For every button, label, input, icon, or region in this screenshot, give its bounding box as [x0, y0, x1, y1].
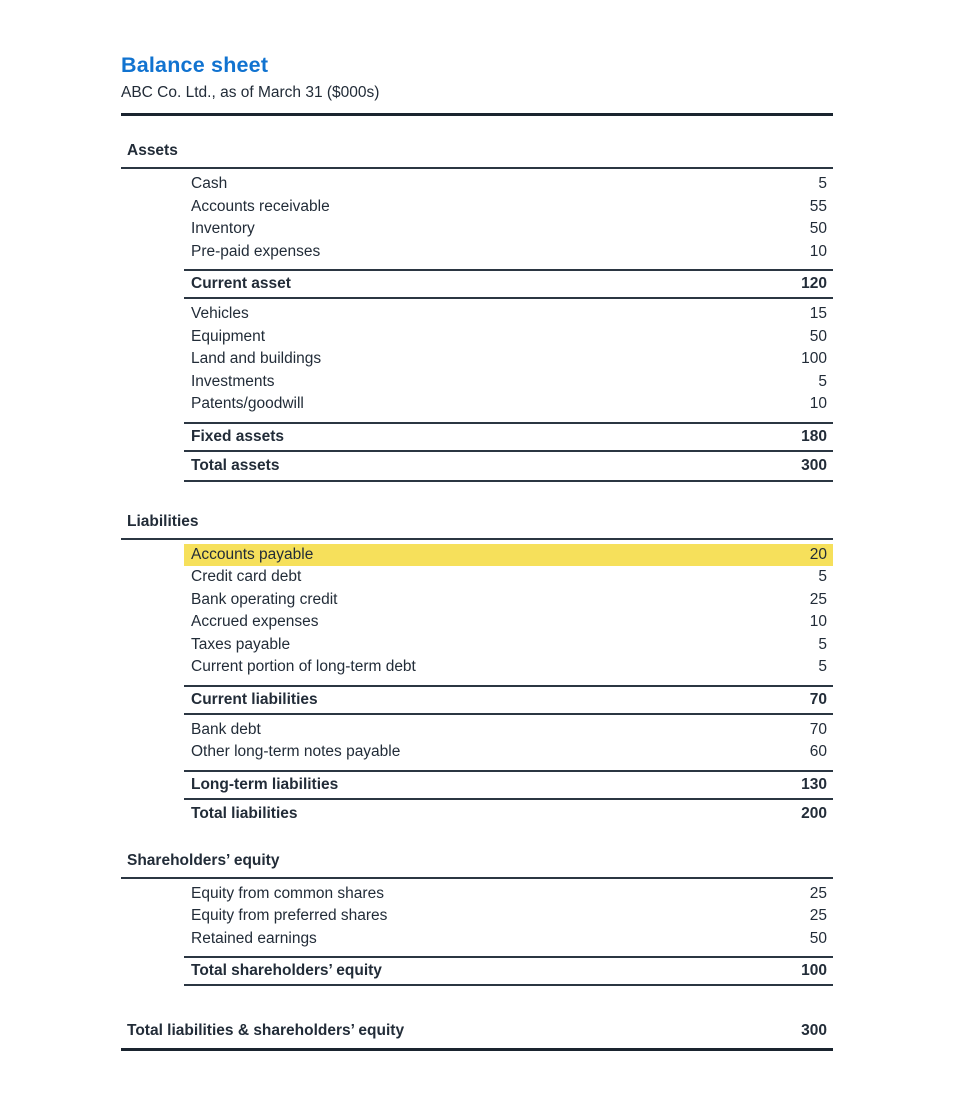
table-row [184, 719, 833, 742]
total-value: 200 [801, 804, 827, 822]
row-label: Current portion of long-term debt [191, 658, 416, 675]
table-row [184, 393, 833, 416]
table-row [184, 566, 833, 589]
grand-total-value: 300 [801, 1022, 827, 1039]
row-value: 10 [809, 613, 827, 630]
row-value: 70 [809, 720, 827, 738]
equity-section-body [184, 879, 833, 987]
row-value: 60 [809, 743, 827, 760]
current-liabilities-items [184, 540, 833, 685]
table-row [184, 634, 833, 657]
table-row [184, 371, 833, 394]
table-row [184, 326, 833, 349]
row-value: 5 [818, 175, 827, 192]
row-value: 10 [809, 242, 827, 260]
row-value: 55 [809, 197, 827, 215]
row-label: Other long-term notes payable [191, 743, 401, 760]
row-value: 5 [818, 635, 827, 653]
total-value: 300 [801, 456, 827, 474]
row-label: Equity from preferred shares [191, 907, 388, 924]
subtotal-label: Current asset [191, 275, 291, 292]
row-value: 5 [818, 568, 827, 585]
row-value: 50 [809, 220, 827, 237]
row-value: 5 [818, 372, 827, 390]
table-row [184, 348, 833, 371]
total-equity-row [184, 956, 833, 986]
assets-section-body [184, 169, 833, 482]
page-title: Balance sheet [121, 53, 269, 77]
current-assets-subtotal-row [184, 269, 833, 299]
table-row [184, 303, 833, 326]
grand-total-label: Total liabilities & shareholders’ equity [127, 1022, 405, 1039]
table-row [184, 928, 833, 951]
row-label: Equipment [191, 327, 266, 345]
document-content [121, 53, 833, 1051]
row-label: Patents/goodwill [191, 395, 304, 412]
page-subtitle: ABC Co. Ltd., as of March 31 ($000s) [121, 84, 380, 101]
title-divider [121, 113, 833, 116]
row-label: Investments [191, 372, 275, 390]
table-row [184, 905, 833, 928]
subtotal-value: 70 [809, 690, 827, 708]
equity-section [121, 852, 833, 987]
row-label: Land and buildings [191, 350, 322, 367]
table-row [184, 741, 833, 764]
total-label: Total shareholders’ equity [191, 962, 382, 979]
table-row [184, 241, 833, 264]
table-row [184, 589, 833, 612]
total-liabilities-row [184, 800, 833, 828]
table-row [184, 611, 833, 634]
row-value: 25 [809, 907, 827, 924]
row-label: Accounts payable [191, 545, 314, 563]
row-label: Cash [191, 175, 228, 192]
row-label: Bank debt [191, 720, 261, 738]
liabilities-section-body [184, 540, 833, 828]
table-row [184, 656, 833, 679]
row-value: 50 [809, 327, 827, 345]
row-label: Inventory [191, 220, 255, 237]
fixed-assets-items [184, 299, 833, 422]
grand-total-row [121, 1020, 833, 1051]
row-label: Taxes payable [191, 635, 291, 653]
subtotal-label: Fixed assets [191, 427, 285, 445]
table-row-highlighted [184, 544, 833, 567]
row-value: 10 [809, 395, 827, 412]
total-label: Total liabilities [191, 804, 298, 822]
row-value: 15 [809, 305, 827, 322]
row-value: 25 [809, 884, 827, 902]
row-value: 100 [801, 350, 827, 367]
row-value: 50 [809, 929, 827, 947]
total-value: 100 [801, 962, 827, 979]
equity-items [184, 879, 833, 957]
table-row [184, 196, 833, 219]
total-label: Total assets [191, 456, 280, 474]
row-label: Accrued expenses [191, 613, 319, 630]
total-assets-row [184, 452, 833, 482]
liabilities-section [121, 513, 833, 828]
subtotal-value: 180 [801, 427, 827, 445]
row-label: Equity from common shares [191, 884, 384, 902]
row-value: 20 [809, 545, 827, 563]
assets-section-header: Assets [121, 142, 833, 169]
subtotal-value: 130 [801, 775, 827, 793]
current-liabilities-subtotal-row [184, 685, 833, 715]
row-value: 5 [818, 658, 827, 675]
row-label: Credit card debt [191, 568, 302, 585]
row-label: Vehicles [191, 305, 249, 322]
table-row [184, 883, 833, 906]
liabilities-section-header: Liabilities [121, 513, 833, 540]
table-row [184, 218, 833, 241]
row-label: Pre-paid expenses [191, 242, 321, 260]
row-value: 25 [809, 590, 827, 608]
subtotal-label: Long-term liabilities [191, 775, 339, 793]
current-assets-items [184, 169, 833, 269]
longterm-liabilities-items [184, 715, 833, 770]
row-label: Retained earnings [191, 929, 317, 947]
subtotal-value: 120 [801, 275, 827, 292]
row-label: Accounts receivable [191, 197, 330, 215]
assets-section [121, 142, 833, 482]
longterm-liabilities-subtotal-row [184, 770, 833, 800]
table-row [184, 173, 833, 196]
fixed-assets-subtotal-row [184, 422, 833, 452]
row-label: Bank operating credit [191, 590, 338, 608]
subtotal-label: Current liabilities [191, 690, 318, 708]
equity-section-header: Shareholders’ equity [121, 852, 833, 879]
